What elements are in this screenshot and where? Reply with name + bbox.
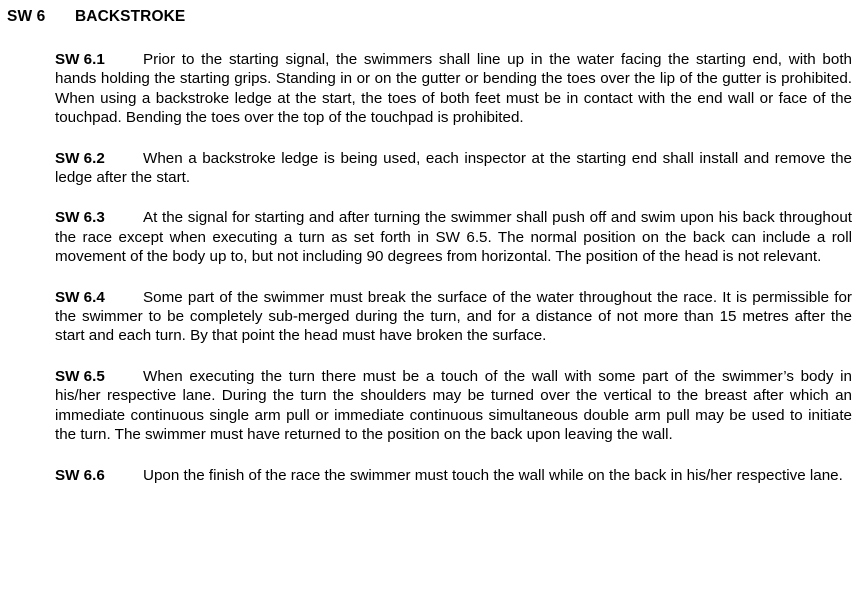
section-number: SW 6 — [7, 8, 46, 25]
rule-text: When a backstroke ledge is being used, each inspector at the starting end shall install and remove the ledge after the start. — [55, 149, 852, 187]
rule-number: SW 6.6 — [55, 466, 105, 484]
rule-paragraph — [55, 466, 852, 485]
rules-list — [55, 50, 852, 505]
rule-paragraph — [55, 367, 852, 445]
rule-paragraph — [55, 288, 852, 346]
rule-text: Prior to the starting signal, the swimmers shall line up in the water facing the starting end, with both hands holding the starting grips. Standing in or on the gutter or bending the toes over the lip of the gutter is prohibited. When using a backstroke ledge at the start, the toes of both feet must be in contact with the end wall or face of the touchpad. Bending the toes over the top of the touchpad is prohibited. — [55, 51, 852, 127]
section-title: BACKSTROKE — [75, 8, 186, 25]
rule-paragraph — [55, 149, 852, 188]
rule-number: SW 6.3 — [55, 209, 105, 227]
section-heading — [7, 8, 185, 26]
rule-number: SW 6.2 — [55, 149, 105, 167]
rule-number: SW 6.1 — [55, 51, 105, 68]
rule-number: SW 6.4 — [55, 288, 105, 306]
rule-text: Upon the finish of the race the swimmer must touch the wall while on the back in his/her respective lane. — [143, 466, 843, 484]
rule-paragraph — [55, 50, 852, 128]
rule-text: Some part of the swimmer must break the surface of the water throughout the race. It is permissible for the swimmer to be completely sub-merged during the turn, and for a distance of not more than 15 metres after the start and each turn. By that point the head must have broken the surface. — [55, 288, 852, 345]
rule-paragraph — [55, 208, 852, 266]
rule-text: At the signal for starting and after turning the swimmer shall push off and swim upon his back throughout the race except when executing a turn as set forth in SW 6.5. The normal position on the back can include a roll movement of the body up to, but not including 90 degrees from horizontal. The position of the head is not relevant. — [55, 209, 852, 266]
rule-text: When executing the turn there must be a touch of the wall with some part of the swimmer’s body in his/her respective lane. During the turn the shoulders may be turned over the vertical to the breast after which an immediate continuous single arm pull or immediate continuous simultaneous double arm pull may be used to initiate the turn. The swimmer must have returned to the position on the back upon leaving the wall. — [55, 367, 852, 444]
rule-number: SW 6.5 — [55, 367, 105, 385]
